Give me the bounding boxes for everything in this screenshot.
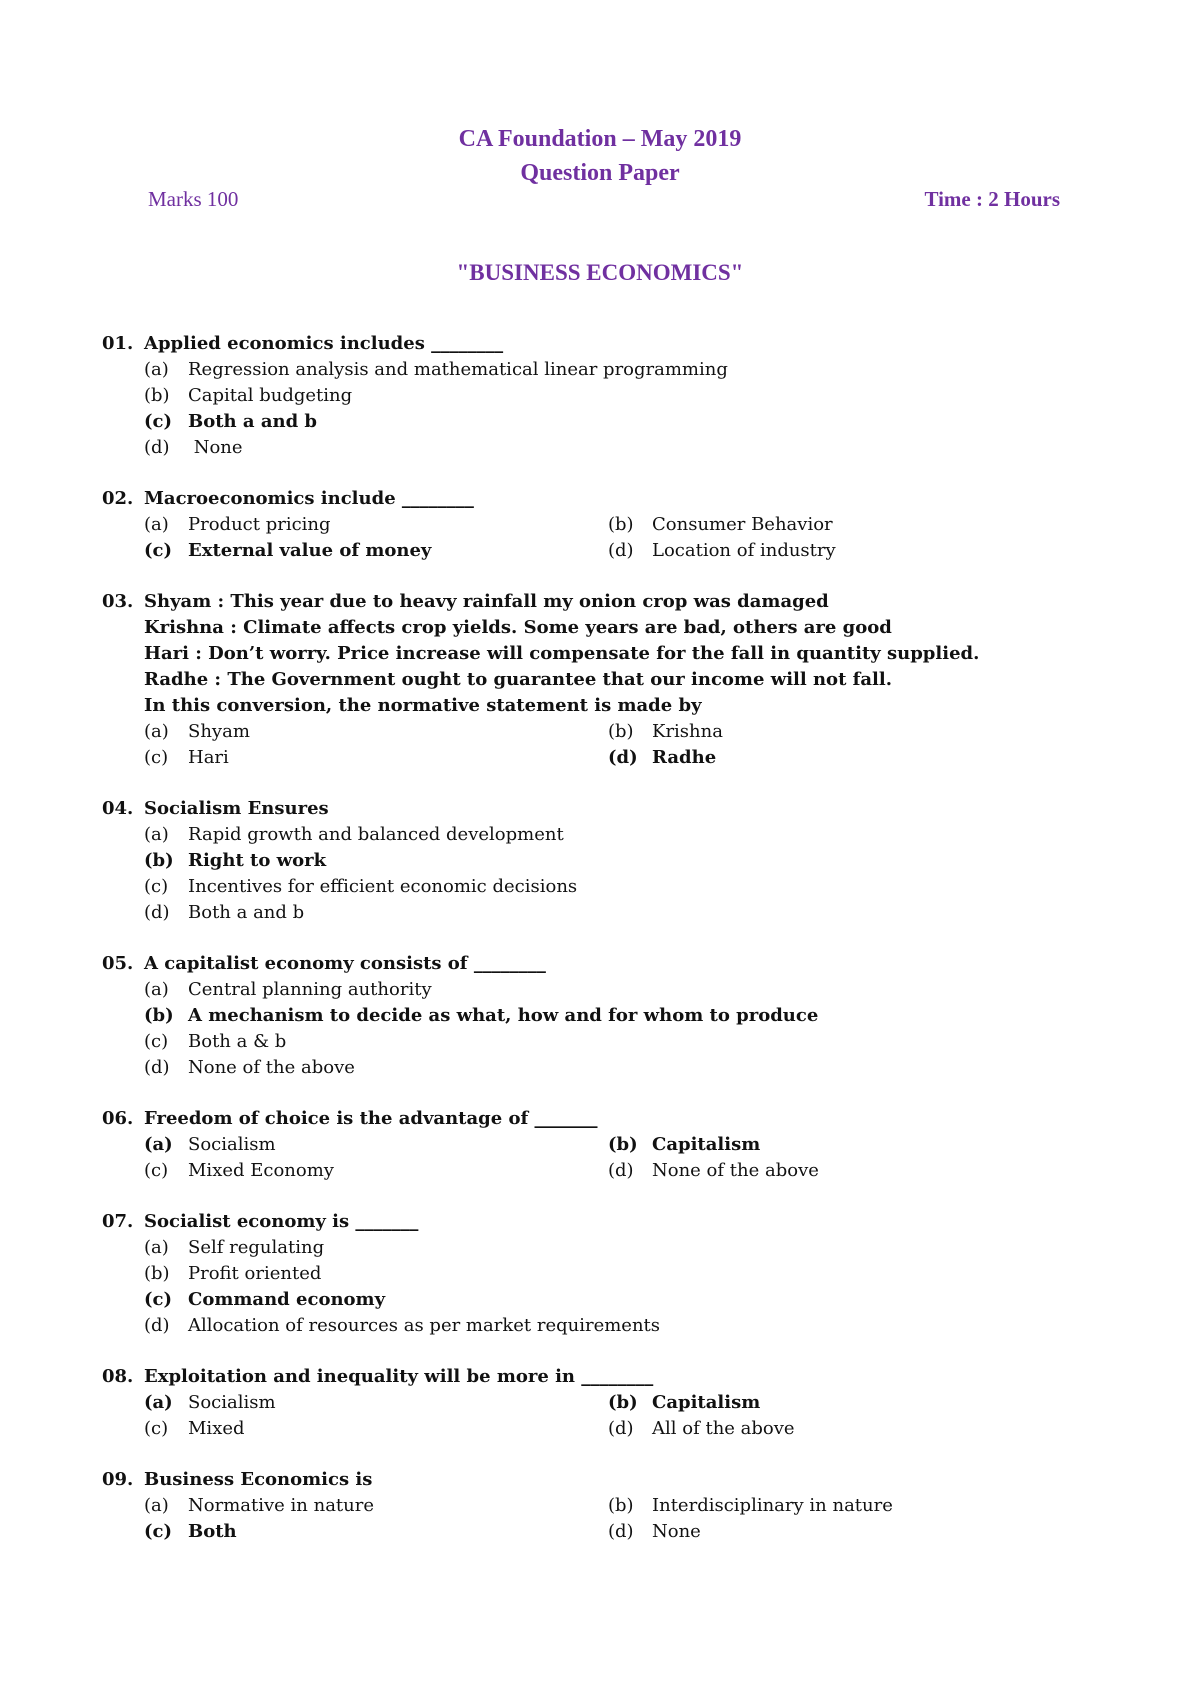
- answer-option: [144, 1235, 1102, 1261]
- option-text: Regression analysis and mathematical linear programming: [188, 359, 728, 380]
- question-stem: [102, 1209, 1102, 1235]
- option-text: All of the above: [652, 1418, 795, 1439]
- option-label: (c): [144, 411, 172, 432]
- answer-option: [144, 409, 1102, 435]
- option-label: (c): [144, 540, 172, 561]
- question-item: [102, 1364, 1102, 1442]
- option-label: (b): [608, 1134, 638, 1155]
- option-text: Krishna: [652, 721, 723, 742]
- option-text: Both a & b: [188, 1031, 287, 1052]
- question-item: [102, 589, 1102, 771]
- answer-option: [144, 1055, 1102, 1081]
- question-item: [102, 1106, 1102, 1184]
- question-item: [102, 1209, 1102, 1339]
- option-text: Interdisciplinary in nature: [652, 1495, 893, 1516]
- option-label: (b): [608, 514, 634, 535]
- question-number: 06.: [102, 1108, 134, 1129]
- option-label: (b): [608, 1495, 634, 1516]
- option-text: Capitalism: [652, 1134, 761, 1155]
- option-text: None of the above: [188, 1057, 355, 1078]
- question-text-line: Applied economics includes ________: [144, 333, 504, 354]
- option-label: (c): [144, 1521, 172, 1542]
- option-label: (b): [144, 850, 174, 871]
- option-text: Both a and b: [188, 902, 305, 923]
- question-list: [102, 331, 1102, 1570]
- option-text: A mechanism to decide as what, how and for whom to produce: [188, 1005, 819, 1026]
- option-label: (b): [144, 1005, 174, 1026]
- option-text: Mixed Economy: [188, 1160, 334, 1181]
- question-number: 02.: [102, 488, 134, 509]
- question-text-line: Exploitation and inequality will be more in ________: [144, 1366, 654, 1387]
- option-label: (a): [144, 359, 169, 380]
- answer-option: [144, 900, 1102, 926]
- answer-option: [144, 822, 1102, 848]
- question-stem: [102, 1364, 1102, 1390]
- question-number: 03.: [102, 591, 134, 612]
- question-text-line: Hari : Don’t worry. Price increase will compensate for the fall in quantity supplied.: [144, 643, 980, 664]
- option-text: Socialism: [188, 1134, 276, 1155]
- option-label: (c): [144, 1418, 169, 1439]
- question-text-line: Socialism Ensures: [144, 798, 329, 819]
- question-number: 05.: [102, 953, 134, 974]
- answer-option: [144, 1132, 608, 1158]
- answer-options: [102, 1493, 1102, 1545]
- answer-option: [144, 357, 1102, 383]
- option-label: (a): [144, 1237, 169, 1258]
- option-label: (c): [144, 1031, 169, 1052]
- question-number: 01.: [102, 333, 134, 354]
- answer-option: [144, 719, 608, 745]
- answer-option: [608, 512, 1068, 538]
- question-number: 08.: [102, 1366, 134, 1387]
- option-text: Rapid growth and balanced development: [188, 824, 564, 845]
- answer-options: [102, 357, 1102, 461]
- option-label: (d): [144, 902, 170, 923]
- option-label: (c): [144, 1160, 169, 1181]
- question-text: [144, 1364, 1102, 1390]
- option-text: Shyam: [188, 721, 250, 742]
- question-stem: [102, 589, 1102, 719]
- answer-option: [144, 1158, 608, 1184]
- option-text: Socialism: [188, 1392, 276, 1413]
- question-text-line: In this conversion, the normative statement is made by: [144, 695, 702, 716]
- option-text: Allocation of resources as per market requirements: [188, 1315, 661, 1336]
- answer-option: [608, 719, 1068, 745]
- answer-option: [144, 383, 1102, 409]
- option-text: Both: [188, 1521, 237, 1542]
- question-text-line: Socialist economy is _______: [144, 1211, 419, 1232]
- option-text: None of the above: [652, 1160, 819, 1181]
- option-label: (a): [144, 721, 169, 742]
- question-stem: [102, 486, 1102, 512]
- option-text: None: [652, 1521, 701, 1542]
- option-label: (b): [144, 1263, 170, 1284]
- option-text: Hari: [188, 747, 229, 768]
- option-label: (d): [144, 1057, 170, 1078]
- answer-option: [144, 1416, 608, 1442]
- question-text-line: Macroeconomics include ________: [144, 488, 474, 509]
- question-item: [102, 486, 1102, 564]
- answer-option: [144, 1029, 1102, 1055]
- option-label: (b): [144, 385, 170, 406]
- total-marks: Marks 100: [148, 187, 239, 211]
- question-text: [144, 1106, 1102, 1132]
- subject-heading: "BUSINESS ECONOMICS": [456, 260, 744, 285]
- option-label: (d): [144, 1315, 170, 1336]
- question-text: [144, 589, 1102, 719]
- question-number: 07.: [102, 1211, 134, 1232]
- answer-option: [144, 1287, 1102, 1313]
- option-label: (a): [144, 1495, 169, 1516]
- option-text: Central planning authority: [188, 979, 432, 1000]
- option-label: (d): [608, 747, 638, 768]
- option-label: (d): [608, 1160, 634, 1181]
- question-stem: [102, 1106, 1102, 1132]
- question-number: 04.: [102, 798, 134, 819]
- paper-subtitle: Question Paper: [520, 160, 680, 186]
- question-number: 09.: [102, 1469, 134, 1490]
- question-text: [144, 1467, 1102, 1493]
- option-text: Capital budgeting: [188, 385, 353, 406]
- answer-options: [102, 1235, 1102, 1339]
- answer-options: [102, 719, 1102, 771]
- option-label: (d): [144, 437, 170, 458]
- answer-option: [608, 745, 1068, 771]
- answer-option: [144, 977, 1102, 1003]
- option-text: Right to work: [188, 850, 327, 871]
- answer-options: [102, 822, 1102, 926]
- option-label: (a): [144, 824, 169, 845]
- answer-options: [102, 1132, 1102, 1184]
- option-text: Incentives for efficient economic decisions: [188, 876, 578, 897]
- option-text: None: [188, 437, 243, 458]
- question-item: [102, 951, 1102, 1081]
- question-text-line: Freedom of choice is the advantage of _______: [144, 1108, 598, 1129]
- answer-option: [608, 538, 1068, 564]
- answer-option: [144, 1493, 608, 1519]
- answer-option: [144, 1519, 608, 1545]
- option-label: (a): [144, 1392, 173, 1413]
- answer-option: [144, 874, 1102, 900]
- option-label: (c): [144, 876, 169, 897]
- option-label: (d): [608, 1521, 634, 1542]
- answer-options: [102, 512, 1102, 564]
- question-text: [144, 796, 1102, 822]
- option-label: (c): [144, 1289, 172, 1310]
- question-text-line: Shyam : This year due to heavy rainfall my onion crop was damaged: [144, 591, 829, 612]
- option-text: Both a and b: [188, 411, 318, 432]
- answer-option: [608, 1416, 1068, 1442]
- option-label: (a): [144, 979, 169, 1000]
- answer-option: [608, 1390, 1068, 1416]
- answer-options: [102, 977, 1102, 1081]
- option-label: (a): [144, 1134, 173, 1155]
- option-text: Self regulating: [188, 1237, 325, 1258]
- option-text: Profit oriented: [188, 1263, 322, 1284]
- answer-option: [144, 848, 1102, 874]
- answer-option: [144, 512, 608, 538]
- option-label: (c): [144, 747, 169, 768]
- answer-option: [144, 538, 608, 564]
- answer-option: [144, 1313, 1102, 1339]
- question-item: [102, 796, 1102, 926]
- answer-option: [144, 435, 1102, 461]
- option-text: Radhe: [652, 747, 717, 768]
- question-stem: [102, 951, 1102, 977]
- answer-option: [144, 745, 608, 771]
- paper-title: CA Foundation – May 2019: [458, 126, 742, 152]
- question-text-line: Business Economics is: [144, 1469, 373, 1490]
- option-label: (a): [144, 514, 169, 535]
- question-item: [102, 1467, 1102, 1545]
- question-text-line: Radhe : The Government ought to guarantee that our income will not fall.: [144, 669, 892, 690]
- question-text: [144, 1209, 1102, 1235]
- question-text: [144, 486, 1102, 512]
- question-stem: [102, 796, 1102, 822]
- option-label: (d): [608, 540, 634, 561]
- option-label: (d): [608, 1418, 634, 1439]
- option-label: (b): [608, 1392, 638, 1413]
- question-text: [144, 951, 1102, 977]
- answer-option: [608, 1519, 1068, 1545]
- time-allowed: Time : 2 Hours: [924, 187, 1060, 211]
- option-text: Product pricing: [188, 514, 331, 535]
- option-text: Location of industry: [652, 540, 836, 561]
- option-label: (b): [608, 721, 634, 742]
- option-text: Consumer Behavior: [652, 514, 833, 535]
- question-text: [144, 331, 1102, 357]
- option-text: External value of money: [188, 540, 432, 561]
- answer-option: [144, 1003, 1102, 1029]
- answer-options: [102, 1390, 1102, 1442]
- answer-option: [608, 1132, 1068, 1158]
- question-text-line: Krishna : Climate affects crop yields. Some years are bad, others are good: [144, 617, 892, 638]
- answer-option: [144, 1261, 1102, 1287]
- answer-option: [144, 1390, 608, 1416]
- question-item: [102, 331, 1102, 461]
- answer-option: [608, 1158, 1068, 1184]
- option-text: Normative in nature: [188, 1495, 375, 1516]
- answer-option: [608, 1493, 1068, 1519]
- option-text: Command economy: [188, 1289, 386, 1310]
- option-text: Capitalism: [652, 1392, 761, 1413]
- question-stem: [102, 1467, 1102, 1493]
- question-stem: [102, 331, 1102, 357]
- option-text: Mixed: [188, 1418, 245, 1439]
- question-text-line: A capitalist economy consists of ________: [144, 953, 546, 974]
